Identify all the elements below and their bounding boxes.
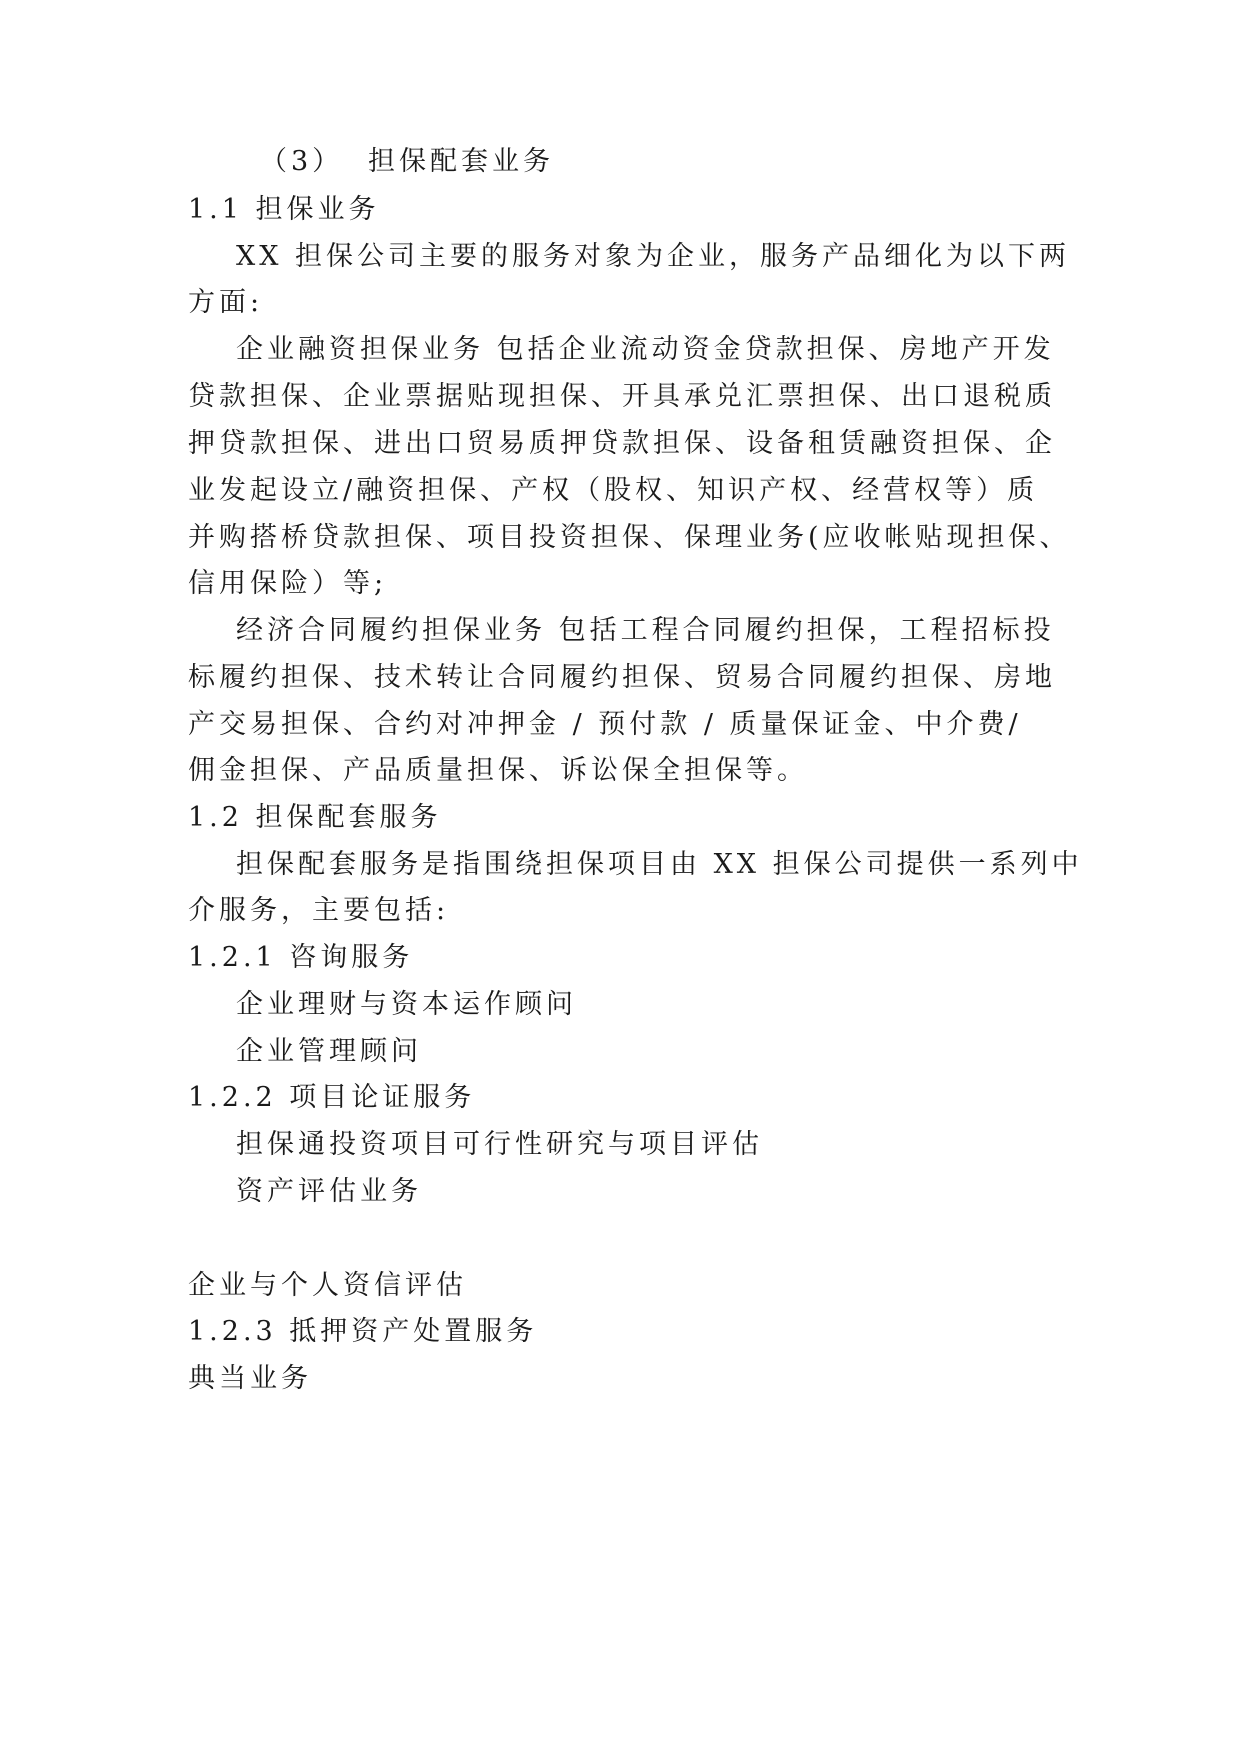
section-title: 担保配套业务 <box>368 146 554 177</box>
contract-line-1: 经济合同履约担保业务 包括工程合同履约担保，工程招标投 <box>236 615 1055 646</box>
heading-1-2-1: 1.2.1 咨询服务 <box>188 942 414 973</box>
financing-line-6: 信用保险）等; <box>188 568 388 599</box>
contract-line-3: 产交易担保、合约对冲押金 / 预付款 / 质量保证金、中介费/ <box>188 709 1022 740</box>
consulting-item-2: 企业管理顾问 <box>236 1036 422 1067</box>
heading-1-2-2: 1.2.2 项目论证服务 <box>188 1082 476 1113</box>
credit-rating-line: 企业与个人资信评估 <box>188 1270 467 1301</box>
heading-1-2: 1.2 担保配套服务 <box>188 802 442 833</box>
section-number: （3） <box>260 146 344 177</box>
services-intro-line-1: 担保配套服务是指围绕担保项目由 XX 担保公司提供一系列中 <box>236 849 1083 880</box>
contract-line-2: 标履约担保、技术转让合同履约担保、贸易合同履约担保、房地 <box>188 662 1056 693</box>
heading-1-2-3: 1.2.3 抵押资产处置服务 <box>188 1316 538 1347</box>
intro-line-2: 方面: <box>188 287 264 318</box>
pawn-business-line: 典当业务 <box>188 1363 312 1394</box>
contract-line-4: 佣金担保、产品质量担保、诉讼保全担保等。 <box>188 755 808 786</box>
financing-line-1: 企业融资担保业务 包括企业流动资金贷款担保、房地产开发 <box>236 334 1055 365</box>
demonstration-item-2: 资产评估业务 <box>236 1176 422 1207</box>
demonstration-item-1: 担保通投资项目可行性研究与项目评估 <box>236 1129 763 1160</box>
financing-line-3: 押贷款担保、进出口贸易质押贷款担保、设备租赁融资担保、企 <box>188 428 1056 459</box>
services-intro-line-2: 介服务，主要包括: <box>188 895 450 926</box>
section-heading <box>260 136 1140 188</box>
financing-line-2: 贷款担保、企业票据贴现担保、开具承兑汇票担保、出口退税质 <box>188 381 1056 412</box>
intro-line-1: XX 担保公司主要的服务对象为企业，服务产品细化为以下两 <box>236 241 1071 272</box>
financing-line-5: 并购搭桥贷款担保、项目投资担保、保理业务(应收帐贴现担保、 <box>188 522 1071 553</box>
financing-line-4: 业发起设立/融资担保、产权（股权、知识产权、经营权等）质 <box>188 475 1039 506</box>
consulting-item-1: 企业理财与资本运作顾问 <box>236 989 577 1020</box>
heading-1-1: 1.1 担保业务 <box>188 194 380 225</box>
